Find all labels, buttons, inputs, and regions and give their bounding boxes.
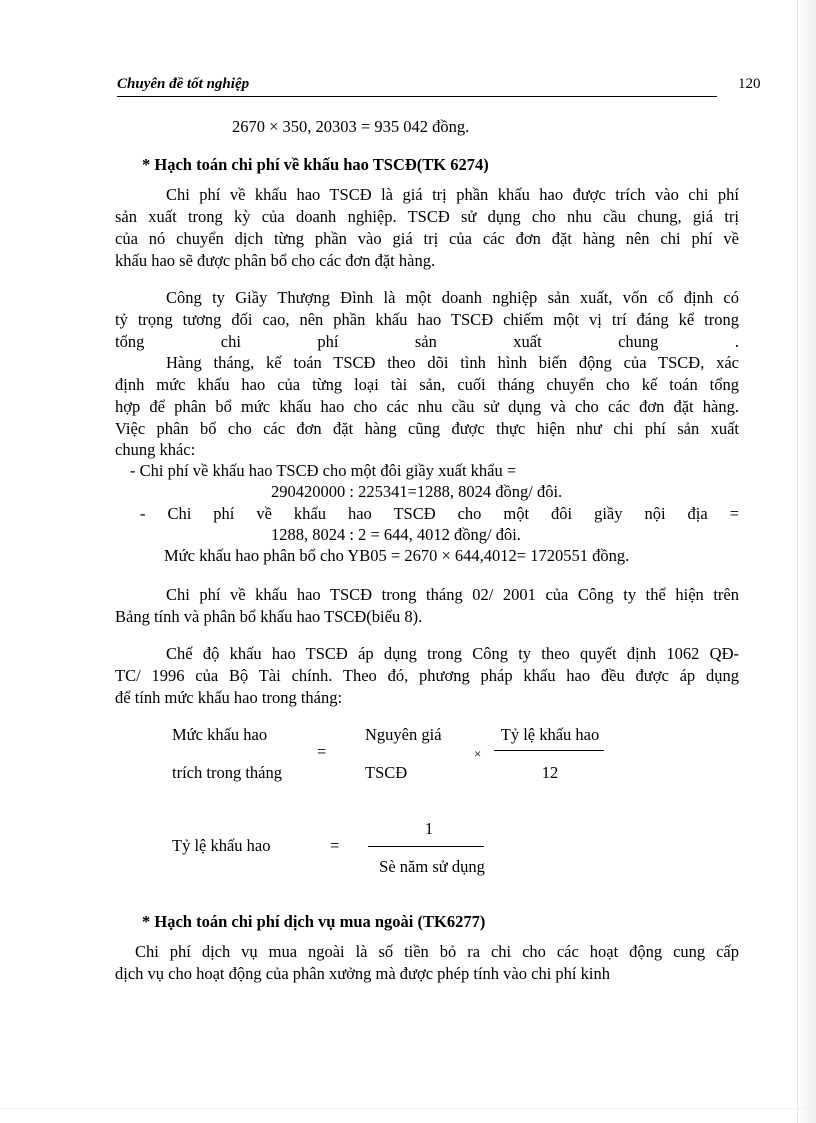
page-edge-right xyxy=(797,0,816,1123)
heading-outsourced-services: * Hạch toán chi phí dịch vụ mua ngoài (TK6277) xyxy=(142,912,486,931)
formula1-lhs-bottom: trích trong tháng xyxy=(172,763,282,782)
header-title: Chuyên đề tốt nghiệp xyxy=(117,76,250,92)
para4-line: Bảng tính và phân bổ khấu hao TSCĐ(biểu 8). xyxy=(115,607,423,626)
formula1-rate-denominator: 12 xyxy=(541,763,559,782)
page-number: 120 xyxy=(738,76,761,92)
para4-line: Chi phí về khấu hao TSCĐ trong tháng 02/ 2001 của Công ty thể hiện trên xyxy=(166,585,739,604)
para2-line: Công ty Giầy Thượng Đình là một doanh nghiệp sản xuất, vốn cố định có xyxy=(166,288,739,307)
calc-line: 2670 × 350, 20303 = 935 042 đồng. xyxy=(232,117,470,136)
para1-line: Chi phí về khấu hao TSCĐ là giá trị phần khấu hao được trích vào chi phí xyxy=(166,185,739,204)
formula1-equals: = xyxy=(317,742,327,761)
para3-line: hợp để phân bổ mức khấu hao cho các nhu cầu sử dụng và cho các đơn đặt hàng. xyxy=(115,397,739,416)
para1-line: của nó chuyển dịch từng phần vào giá trị của các đơn đặt hàng nên chi phí về xyxy=(115,229,739,248)
para1-line: sản xuất trong kỳ của doanh nghiệp. TSCĐ sử dụng cho nhu cầu chung, giá trị xyxy=(115,207,739,226)
para3-line: Hàng tháng, kế toán TSCĐ theo dõi tình hình biến động của TSCĐ, xác xyxy=(166,353,739,372)
formula2-denominator: Sè năm sử dụng xyxy=(379,857,485,876)
formula2-equals: = xyxy=(330,836,340,855)
para5-line: Chế độ khấu hao TSCĐ áp dụng trong Công ty theo quyết định 1062 QĐ- xyxy=(166,644,739,663)
page-edge-bottom xyxy=(0,1108,816,1123)
formula2-fraction-bar xyxy=(368,846,484,847)
para2-line: tỷ trọng tương đối cao, nên phần khấu hao TSCĐ chiếm một vị trí đáng kể trong xyxy=(115,310,739,329)
para1-line: khấu hao sẽ được phân bổ cho các đơn đặt hàng. xyxy=(115,251,436,270)
header-rule xyxy=(117,96,717,97)
formula1-cost-top: Nguyên giá xyxy=(365,725,442,744)
domestic-calc: 1288, 8024 : 2 = 644, 4012 đồng/ đôi. xyxy=(271,525,521,544)
formula2-numerator: 1 xyxy=(424,819,434,838)
formula1-cost-bottom: TSCĐ xyxy=(365,763,408,782)
para5-line: TC/ 1996 của Bộ Tài chính. Theo đó, phương pháp khấu hao đều được áp dụng xyxy=(115,666,739,685)
domestic-item: - Chi phí về khấu hao TSCĐ cho một đôi giầy nội địa = xyxy=(140,504,739,523)
section2-para-line: Chi phí dịch vụ mua ngoài là số tiền bỏ ra chi cho các hoạt động cung cấp xyxy=(135,942,739,961)
heading-depreciation: * Hạch toán chi phí về khấu hao TSCĐ(TK 6274) xyxy=(142,155,489,174)
para3-line: Việc phân bổ cho các đơn đặt hàng cũng được thực hiện như chi phí sản xuất xyxy=(115,419,739,438)
section2-para-line: dịch vụ cho hoạt động của phân xưởng mà được phép tính vào chi phí kinh xyxy=(115,964,610,983)
para2-line: tổng chi phí sản xuất chung . xyxy=(115,332,739,351)
para5-line: để tính mức khấu hao trong tháng: xyxy=(115,688,343,707)
para3-line: chung khác: xyxy=(115,440,196,459)
formula1-times: × xyxy=(474,746,482,761)
formula1-fraction-bar xyxy=(494,750,604,751)
yb05-allocation: Mức khấu hao phân bổ cho YB05 = 2670 × 644,4012= 1720551 đồng. xyxy=(164,546,630,565)
formula2-lhs: Tỷ lệ khấu hao xyxy=(172,836,271,855)
formula1-lhs-top: Mức khấu hao xyxy=(172,725,268,744)
formula1-rate-numerator: Tỷ lệ khấu hao xyxy=(500,725,600,744)
para3-line: định mức khấu hao của từng loại tài sản, cuối tháng chuyển cho kế toán tổng xyxy=(115,375,739,394)
export-item: - Chi phí về khấu hao TSCĐ cho một đôi giầy xuất khẩu = xyxy=(130,461,517,480)
export-calc: 290420000 : 225341=1288, 8024 đồng/ đôi. xyxy=(271,482,563,501)
